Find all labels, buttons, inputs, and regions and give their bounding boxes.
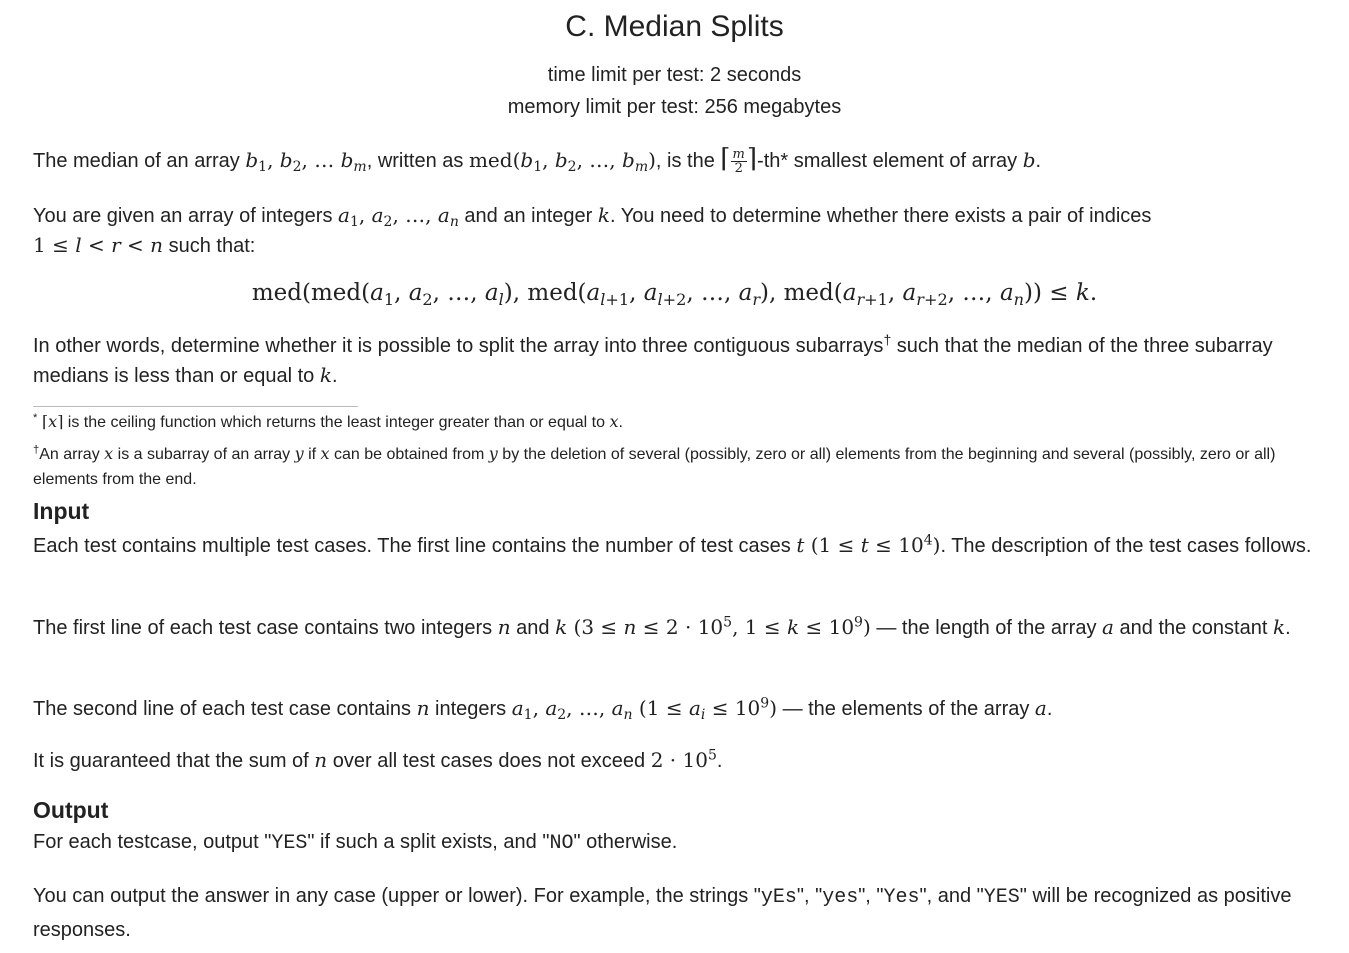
statement-paragraph-median-definition: The median of an array $b_1$, $b_2$, … $b_m$, written as $med(b_1$, $b_2$, …, $b_m$), is the ⌈ $\frac{m}{2}$ ⌉-th* smallest element of array b. (33, 144, 1042, 176)
input-paragraph-second-line: The second line of each test case contains n integers $a_1$, $a_2$, …, $a_n$ $(1 \le a_i \le 10^9)$ — the elements of the array a. (33, 695, 1053, 724)
footnote-separator (33, 406, 358, 407)
input-heading: Input (33, 498, 90, 524)
math-ceil-m-over-2: ⌈ $\frac{m}{2}$ ⌉ (720, 144, 758, 176)
math-expr: $med(b_1$, $b_2$, …, $b_m$) (468, 148, 656, 176)
input-paragraph-guarantee: It is guaranteed that the sum of n over all test cases does not exceed $2 \cdot 10^5$. (33, 747, 723, 772)
math-expr: 1 ≤ l < r < n (33, 233, 164, 257)
time-limit: time limit per test: 2 seconds (547, 64, 802, 86)
statement-paragraph-other-words: In other words, determine whether it is possible to split the array into three contiguous subarrays† such that the median of the three subarray medians is less than or equal to k. (33, 331, 1273, 387)
output-paragraph-case: You can output the answer in any case (upper or lower). For example, the strings "yEs", "yes", "Yes", and "YES" will be recognized as positive responses. (33, 885, 1292, 941)
output-heading: Output (33, 797, 109, 823)
math-expr: $a_1$, $a_2$, …, $a_n$ (338, 203, 459, 231)
input-paragraph-first-line: The first line of each test case contains two integers n and k ($3 \le n \le 2 \cdot 10^5$, $1 \le k \le 10^9$) — the length of the array a and the constant k. (33, 614, 1291, 639)
problem-title: C. Median Splits (565, 10, 784, 43)
display-formula: $med(med(a_1$, $a_2$, …, $a_l$), $med(a_{l+1}$, $a_{l+2}$, …, $a_r$), $med(a_{r+1}$, $a_{r+2}$, …, $a_n)) \le k$. (251, 280, 1098, 309)
math-expr: $b_1$, $b_2$, … $b_m$ (245, 148, 367, 176)
input-paragraph-tests: Each test contains multiple test cases. The first line contains the number of test cases t $(1 \le t \le 10^4)$. The description of the test cases follows. (33, 532, 1312, 557)
memory-limit: memory limit per test: 256 megabytes (507, 96, 842, 118)
footnote-subarray: †An array x is a subarray of an array y if x can be obtained from y by the deletion of several (possibly, zero or all) elements from the beginning and several (possibly, zero or all) elements from the end. (33, 443, 1276, 488)
output-paragraph-answer: For each testcase, output "YES" if such a split exists, and "NO" otherwise. (33, 831, 678, 855)
statement-paragraph-task: You are given an array of integers $a_1$, $a_2$, …, $a_n$ and an integer k. You need to determine whether there exists a pair of indices 1 ≤ l < r < n such that: (33, 203, 1152, 257)
footnote-ceiling: * ⌈x⌉ is the ceiling function which returns the least integer greater than or equal to x. (33, 411, 623, 431)
